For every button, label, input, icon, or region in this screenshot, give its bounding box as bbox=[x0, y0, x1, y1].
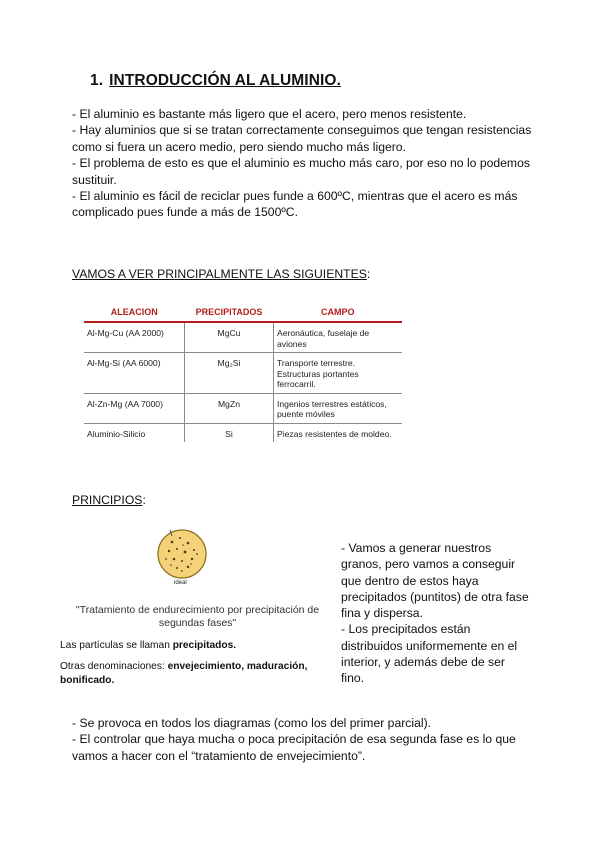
cell-precipitate: Mg₂Si bbox=[185, 353, 274, 394]
principles-paragraph: - Vamos a generar nuestros granos, pero vamos a conseguir que dentro de estos haya precipitados (puntitos) de otra fase fina y dispersa. bbox=[341, 541, 529, 621]
cell-alloy: Al-Zn-Mg (AA 7000) bbox=[84, 393, 185, 423]
cell-field: Aeronáutica, fuselaje de aviones bbox=[274, 322, 403, 353]
cell-precipitate: Si bbox=[185, 423, 274, 442]
figure-line2-text: Otras denominaciones: bbox=[60, 661, 168, 672]
cell-field: Transporte terrestre. Estructuras portantes ferrocarril. bbox=[274, 353, 403, 394]
cell-alloy: Aluminio-Silicio bbox=[87, 428, 146, 439]
principles-paragraph: - Los precipitados están distribuidos uniformemente en el interior, y además debe de ser fino. bbox=[341, 622, 518, 686]
principles-heading bbox=[72, 493, 146, 507]
bottom-section bbox=[72, 715, 542, 764]
table-row bbox=[84, 393, 402, 423]
title-text: INTRODUCCIÓN AL ALUMINIO. bbox=[109, 72, 341, 89]
cell-field: Ingenios terrestres estáticos, puente móviles bbox=[274, 393, 403, 423]
intro-paragraph: - El aluminio es bastante más ligero que el acero, pero menos resistente. bbox=[72, 107, 467, 121]
table-row bbox=[84, 353, 402, 394]
intro-paragraph: - Hay aluminios que si se tratan correctamente conseguimos que tengan resistencias como si fuera un acero medio, pero siendo mucho más ligero. bbox=[72, 123, 532, 154]
table-row bbox=[84, 423, 402, 442]
cell-precipitate: MgZn bbox=[185, 393, 274, 423]
bottom-paragraph: - Se provoca en todos los diagramas (como los del primer parcial). bbox=[72, 716, 432, 730]
table-row bbox=[84, 322, 402, 353]
figure-line-particles bbox=[60, 640, 236, 651]
principles-description bbox=[341, 540, 531, 687]
alloys-heading bbox=[72, 267, 370, 281]
figure-line2-bold: envejecimiento, maduración, bonificado. bbox=[60, 661, 308, 686]
intro-paragraph: - El problema de esto es que el aluminio es mucho más caro, por eso no lo podemos sustituir. bbox=[72, 156, 530, 187]
alloys-heading-colon: : bbox=[366, 267, 371, 281]
alloy-table bbox=[84, 305, 402, 442]
figure-line1-bold: precipitados. bbox=[172, 640, 237, 651]
cell-precipitate: MgCu bbox=[185, 322, 274, 353]
header-precipitates: PRECIPITADOS bbox=[185, 305, 274, 322]
intro-paragraph: - El aluminio es fácil de reciclar pues funde a 600ºC, mientras que el acero es más complicado pues funde a más de 1500ºC. bbox=[72, 189, 518, 220]
figure-caption: "Tratamiento de endurecimiento por precipitación de segundas fases" bbox=[75, 604, 320, 629]
alloys-heading-text: VAMOS A VER PRINCIPALMENTE LAS SIGUIENTES bbox=[72, 267, 367, 281]
principles-heading-text: PRINCIPIOS bbox=[72, 493, 143, 507]
grain-label: ideal bbox=[174, 580, 187, 586]
cell-alloy: Al-Mg-Si (AA 6000) bbox=[84, 353, 185, 394]
alloy-table-header-row bbox=[84, 305, 402, 322]
intro-section bbox=[72, 106, 542, 221]
cell-alloy: Al-Mg-Cu (AA 2000) bbox=[84, 322, 185, 353]
header-alloy: ALEACION bbox=[84, 305, 185, 322]
title-number: 1. bbox=[90, 72, 104, 89]
page-title bbox=[90, 72, 341, 90]
figure-line1-text: Las partículas se llaman bbox=[60, 640, 173, 651]
grain-precipitates-illustration bbox=[152, 524, 216, 588]
bottom-paragraph: - El controlar que haya mucha o poca precipitación de esa segunda fase es lo que vamos a hacer con el “tratamiento de envejecimiento”. bbox=[72, 732, 516, 763]
principles-heading-colon: : bbox=[142, 493, 146, 507]
figure-line-denominations bbox=[60, 660, 325, 688]
cell-field: Piezas resistentes de moldeo. bbox=[274, 423, 403, 442]
header-field: CAMPO bbox=[274, 305, 403, 322]
